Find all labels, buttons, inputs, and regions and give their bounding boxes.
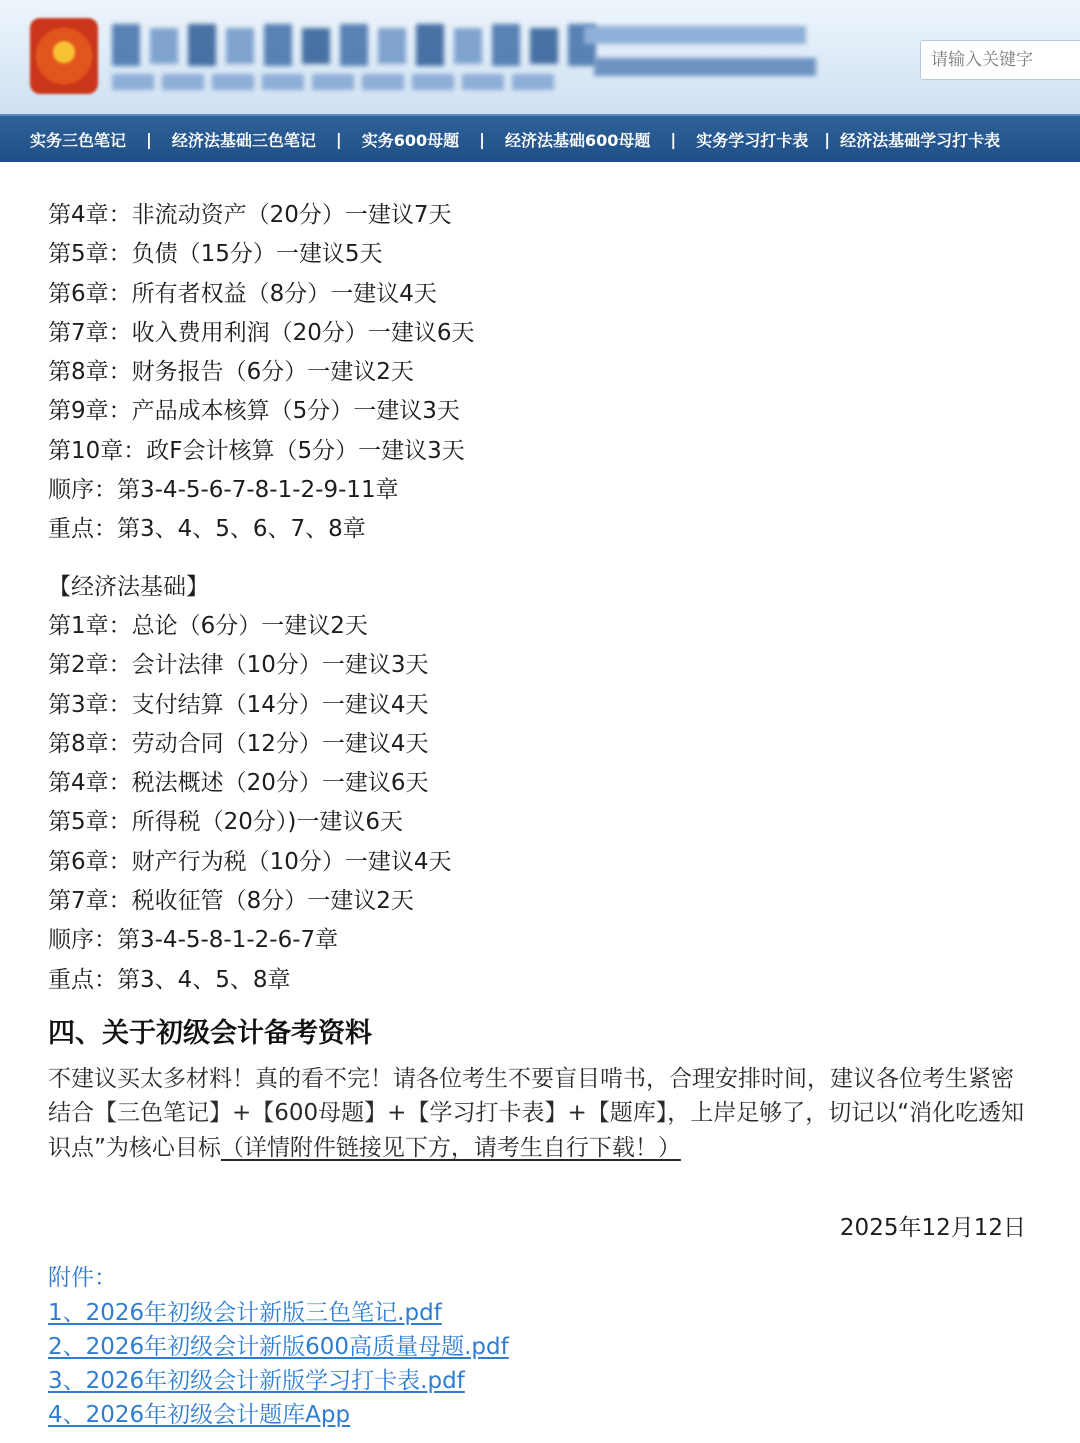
attachment-link-checkin-pdf[interactable]: 3、2026年初级会计新版学习打卡表.pdf [48,1368,465,1395]
attachment-link-question-bank-app[interactable]: 4、2026年初级会计题库App [48,1402,351,1429]
focus-line: 重点：第3、4、5、6、7、8章 [48,516,366,543]
site-title-blurred [112,24,596,68]
section-paragraph [48,1062,1028,1166]
site-banner-text-blurred [584,26,816,76]
nav-item-jingjifa-600[interactable]: 经济法基础600母题 [504,130,651,150]
emblem-logo [30,18,98,94]
chapter-line: 第5章：负债（15分）一建议5天 [48,241,383,268]
article-body [48,196,1038,1432]
attachments-label: 附件： [48,1265,117,1292]
chapter-line: 第10章：政F会计核算（5分）一建议3天 [48,437,465,464]
attachment-link-600-questions-pdf[interactable]: 2、2026年初级会计新版600高质量母题.pdf [48,1333,509,1360]
search-input[interactable] [920,40,1080,80]
order-line: 顺序：第3-4-5-8-1-2-6-7章 [48,927,339,954]
nav-item-jingjifa-notes[interactable]: 经济法基础三色笔记 [171,130,316,150]
attachments [48,1261,1038,1432]
order-line: 顺序：第3-4-5-6-7-8-1-2-9-11章 [48,477,399,504]
publish-date: 2025年12月12日 [839,1215,1026,1242]
chapter-line: 第4章：税法概述（20分）一建议6天 [48,770,429,797]
jingjifa-chapter-list [48,568,1038,1000]
nav-separator: | [335,129,342,149]
chapter-line: 第5章：所得税（20分）)一建议6天 [48,809,404,836]
nav-item-shiwu-600[interactable]: 实务600母题 [361,130,460,150]
shiwu-chapter-list [48,196,1038,550]
chapter-line: 第8章：劳动合同（12分）一建议4天 [48,730,429,757]
chapter-line: 第6章：财产行为税（10分）一建议4天 [48,848,452,875]
nav-item-shiwu-checkin[interactable]: 实务学习打卡表 [696,130,809,150]
site-subtitle-blurred [112,74,554,94]
chapter-line: 第7章：税收征管（8分）一建议2天 [48,888,414,915]
chapter-line: 第7章：收入费用利润（20分）一建议6天 [48,319,475,346]
chapter-line: 第9章：产品成本核算（5分）一建议3天 [48,398,460,425]
attachment-link-notes-pdf[interactable]: 1、2026年初级会计新版三色笔记.pdf [48,1299,442,1326]
chapter-line: 第1章：总论（6分）一建议2天 [48,612,368,639]
chapter-line: 第4章：非流动资产（20分）一建议7天 [48,202,452,228]
nav-item-shiwu-notes[interactable]: 实务三色笔记 [30,130,127,150]
chapter-line: 第2章：会计法律（10分）一建议3天 [48,652,429,679]
chapter-line: 第8章：财务报告（6分）一建议2天 [48,359,414,386]
focus-line: 重点：第3、4、5、8章 [48,966,291,993]
nav-separator: | [146,129,152,149]
nav-separator: | [670,129,677,149]
nav-separator: | [479,129,485,149]
nav-separator: | [824,129,831,149]
main-nav [0,114,1080,162]
section-heading: 四、关于初级会计备考资料 [48,1017,372,1049]
paragraph-text: 不建议买太多材料！真的看不完！请各位考生不要盲目啃书，合理安排时间，建议各位考生紧密结合【三色笔记】+【600母题】+【学习打卡表】+【题库】，上岸足够了，切记以“消化吃透知识点”为核心目标 [48,1065,1025,1161]
subject-heading: 【经济法基础】 [48,573,209,600]
site-header [0,0,1080,114]
paragraph-download-note: （详情附件链接见下方，请考生自行下载！） [220,1134,681,1161]
chapter-line: 第6章：所有者权益（8分）一建议4天 [48,280,437,307]
chapter-line: 第3章：支付结算（14分）一建议4天 [48,691,429,718]
nav-item-jingjifa-checkin[interactable]: 经济法基础学习打卡表 [840,130,1001,150]
